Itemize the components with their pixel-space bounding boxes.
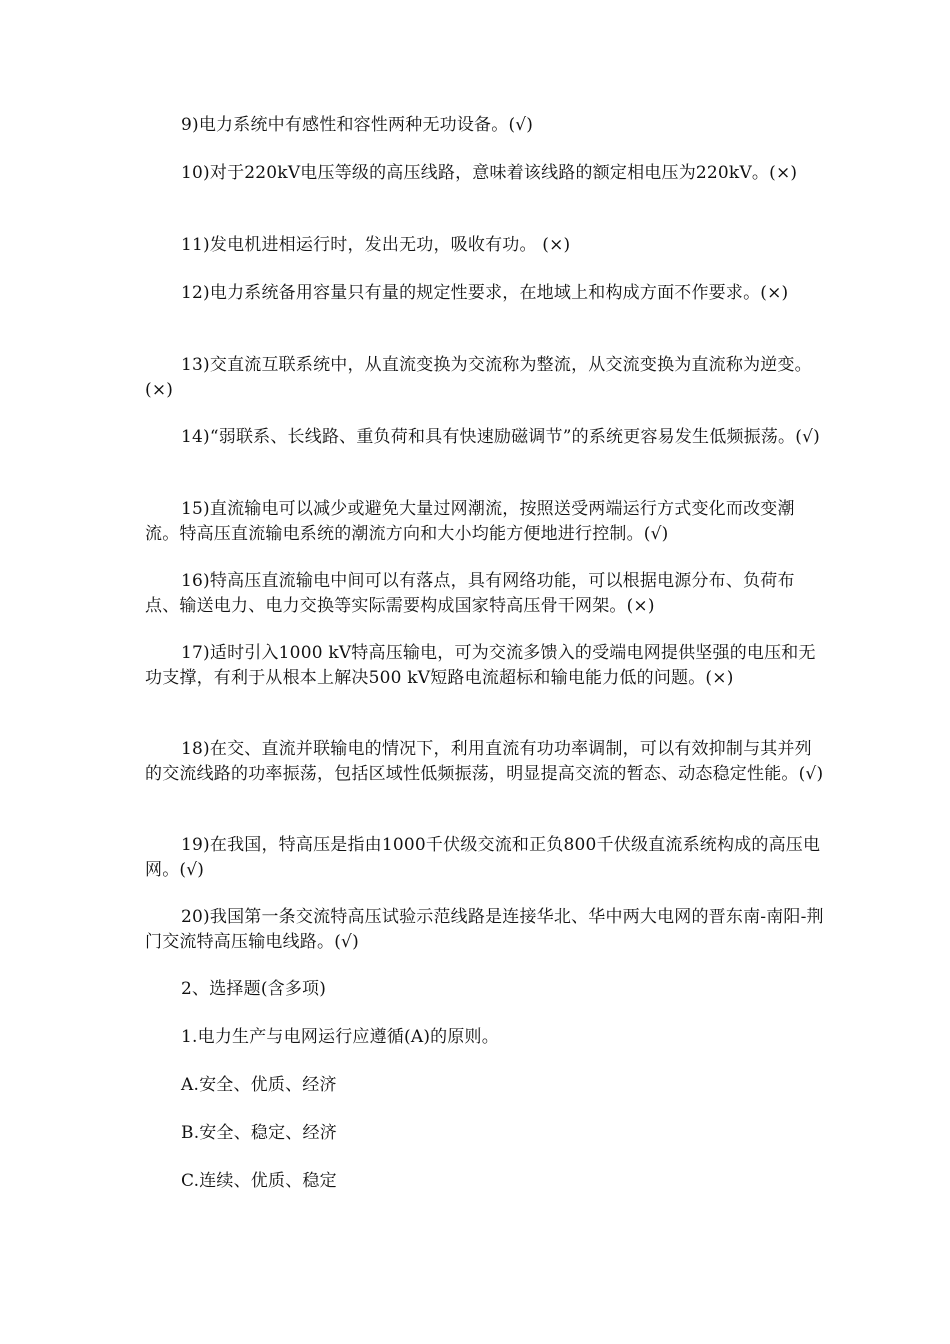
paragraph-q12: 12)电力系统备用容量只有量的规定性要求，在地域上和构成方面不作要求。(×) — [181, 283, 789, 303]
paragraph-q11: 11)发电机进相运行时，发出无功，吸收有功。 (×) — [181, 235, 571, 255]
paragraph-q19: 19)在我国，特高压是指由1000千伏级交流和正负800千伏级直流系统构成的高压电网。(√) — [145, 835, 821, 880]
choice-option-b: B.安全、稳定、经济 — [181, 1123, 337, 1143]
paragraph-q20: 20)我国第一条交流特高压试验示范线路是连接华北、华中两大电网的晋东南-南阳-荆门交流特高压输电线路。(√) — [145, 907, 824, 952]
choice-option-a: A.安全、优质、经济 — [181, 1075, 337, 1095]
paragraph-q15: 15)直流输电可以减少或避免大量过网潮流，按照送受两端运行方式变化而改变潮流。特高压直流输电系统的潮流方向和大小均能方便地进行控制。(√) — [145, 499, 795, 544]
paragraph-q10: 10)对于220kV电压等级的高压线路，意味着该线路的额定相电压为220kV。(×) — [181, 163, 798, 183]
paragraph-q13: 13)交直流互联系统中，从直流变换为交流称为整流，从交流变换为直流称为逆变。(×) — [145, 355, 812, 400]
paragraph-q17: 17)适时引入1000 kV特高压输电，可为交流多馈入的受端电网提供坚强的电压和无功支撑，有利于从根本上解决500 kV短路电流超标和输电能力低的问题。(×) — [145, 643, 816, 688]
paragraph-q14: 14)“弱联系、长线路、重负荷和具有快速励磁调节”的系统更容易发生低频振荡。(√) — [181, 427, 820, 447]
choice-option-c: C.连续、优质、稳定 — [181, 1171, 337, 1191]
section-heading-choice: 2、选择题(含多项) — [181, 979, 327, 999]
paragraph-q16: 16)特高压直流输电中间可以有落点，具有网络功能，可以根据电源分布、负荷布点、输送电力、电力交换等实际需要构成国家特高压骨干网架。(×) — [145, 571, 795, 616]
choice-question-1: 1.电力生产与电网运行应遵循(A)的原则。 — [181, 1027, 499, 1047]
paragraph-q9: 9)电力系统中有感性和容性两种无功设备。(√) — [181, 115, 534, 135]
paragraph-q18: 18)在交、直流并联输电的情况下，利用直流有功功率调制，可以有效抑制与其并列的交流线路的功率振荡，包括区域性低频振荡，明显提高交流的暂态、动态稳定性能。(√) — [145, 739, 824, 784]
